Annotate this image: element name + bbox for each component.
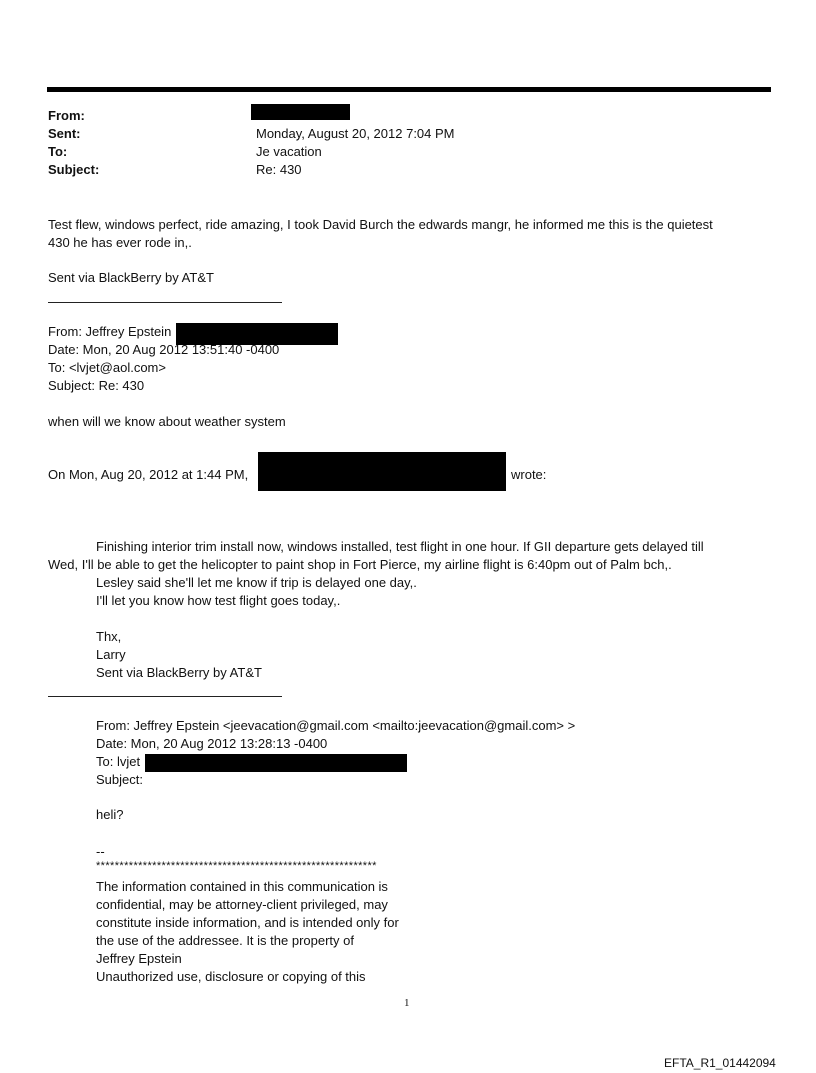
quoted2-line-2: Wed, I'll be able to get the helicopter to paint shop in Fort Pierce, my airline flight is 6:40pm out of Palm bch,. xyxy=(48,557,672,572)
quoted2-line-3: Lesley said she'll let me know if trip is delayed one day,. xyxy=(96,575,417,590)
body-line-2: 430 he has ever rode in,. xyxy=(48,235,192,250)
quoted3-dashes: -- xyxy=(96,844,105,859)
quoted2-line-1: Finishing interior trim install now, windows installed, test flight in one hour. If GII departure gets delayed till xyxy=(96,539,704,554)
quoted3-from: From: Jeffrey Epstein <jeevacation@gmail.com <mailto:jeevacation@gmail.com> > xyxy=(96,718,576,733)
quoted1-message: when will we know about weather system xyxy=(48,414,286,429)
body-line-1: Test flew, windows perfect, ride amazing, I took David Burch the edwards mangr, he informed me this is the quietest xyxy=(48,217,713,232)
quoted3-subject: Subject: xyxy=(96,772,143,787)
quoted1-to: To: <lvjet@aol.com> xyxy=(48,360,166,375)
to-value: Je vacation xyxy=(256,144,322,159)
sent-value: Monday, August 20, 2012 7:04 PM xyxy=(256,126,455,141)
quoted3-date: Date: Mon, 20 Aug 2012 13:28:13 -0400 xyxy=(96,736,328,751)
quoted1-on-prefix: On Mon, Aug 20, 2012 at 1:44 PM, xyxy=(48,467,249,482)
to-label: To: xyxy=(48,144,68,159)
disclaimer-line: confidential, may be attorney-client privileged, may xyxy=(96,897,388,912)
quoted1-on-suffix: wrote: xyxy=(511,467,547,482)
subject-label: Subject: xyxy=(48,162,100,177)
top-rule xyxy=(47,87,771,92)
quoted1-subject: Subject: Re: 430 xyxy=(48,378,145,393)
subject-value: Re: 430 xyxy=(256,162,302,177)
quoted3-stars: ************************************************************ xyxy=(96,860,377,872)
separator-2 xyxy=(48,696,282,697)
redaction-from-address xyxy=(251,104,350,120)
redaction-quoted1-sender xyxy=(258,452,506,491)
disclaimer-line: Unauthorized use, disclosure or copying of this xyxy=(96,969,366,984)
quoted1-from: From: Jeffrey Epstein xyxy=(48,324,172,339)
page-number: 1 xyxy=(404,997,410,1009)
body-signature: Sent via BlackBerry by AT&T xyxy=(48,270,214,285)
from-label: From: xyxy=(48,108,85,123)
disclaimer-line: Jeffrey Epstein xyxy=(96,951,182,966)
quoted3-to: To: lvjet xyxy=(96,754,141,769)
separator-1 xyxy=(48,302,282,303)
quoted1-date: Date: Mon, 20 Aug 2012 13:51:40 -0400 xyxy=(48,342,280,357)
redaction-quoted3-to xyxy=(145,754,407,772)
sent-label: Sent: xyxy=(48,126,81,141)
quoted2-line-4: I'll let you know how test flight goes today,. xyxy=(96,593,341,608)
quoted3-message: heli? xyxy=(96,807,124,822)
document-id-footer: EFTA_R1_01442094 xyxy=(664,1056,776,1070)
disclaimer-line: The information contained in this communication is xyxy=(96,879,388,894)
disclaimer-line: constitute inside information, and is intended only for xyxy=(96,915,399,930)
disclaimer-line: the use of the addressee. It is the property of xyxy=(96,933,354,948)
quoted2-thx: Thx, xyxy=(96,629,122,644)
quoted2-name: Larry xyxy=(96,647,126,662)
quoted2-signature: Sent via BlackBerry by AT&T xyxy=(96,665,262,680)
